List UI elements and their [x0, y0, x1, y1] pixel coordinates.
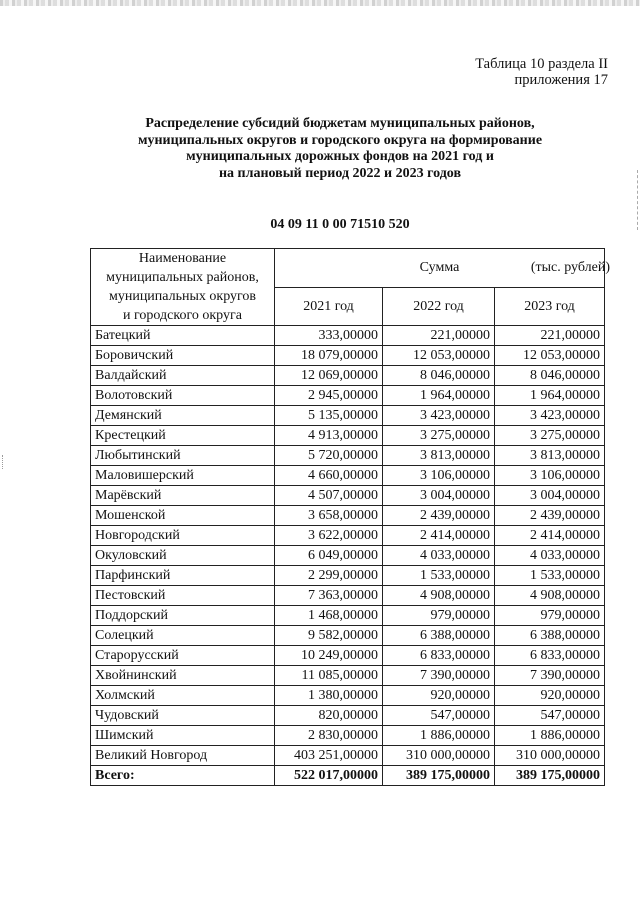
- district-name: Боровичский: [91, 346, 275, 366]
- district-name: Поддорский: [91, 606, 275, 626]
- table-row: [91, 406, 605, 426]
- amount-2022: 1 964,00000: [383, 386, 495, 406]
- name-header-line: муниципальных районов,: [106, 270, 259, 285]
- title-line: Распределение субсидий бюджетам муниципальных районов,: [145, 116, 535, 131]
- district-name: Хвойнинский: [91, 666, 275, 686]
- table-row: [91, 746, 605, 766]
- amount-2022: 8 046,00000: [383, 366, 495, 386]
- amount-2023: 979,00000: [495, 606, 605, 626]
- amount-2021: 6 049,00000: [275, 546, 383, 566]
- amount-2021: 7 363,00000: [275, 586, 383, 606]
- amount-2021: 2 299,00000: [275, 566, 383, 586]
- amount-2022: 3 813,00000: [383, 446, 495, 466]
- document-title: [60, 116, 620, 182]
- scan-edge-artifact: [0, 0, 640, 6]
- amount-2021: 18 079,00000: [275, 346, 383, 366]
- total-amount-2021: 522 017,00000: [275, 766, 383, 786]
- table-row: [91, 686, 605, 706]
- title-line: муниципальных округов и городского округа на формирование: [137, 132, 543, 148]
- title-line: муниципальных дорожных фондов на 2021 год и: [186, 149, 494, 164]
- amount-2022: 221,00000: [383, 326, 495, 346]
- amount-2021: 2 830,00000: [275, 726, 383, 746]
- table-row: [91, 326, 605, 346]
- amount-2023: 1 533,00000: [495, 566, 605, 586]
- table-row: [91, 486, 605, 506]
- amount-2023: 3 423,00000: [495, 406, 605, 426]
- amount-2023: 2 439,00000: [495, 506, 605, 526]
- table-row: [91, 386, 605, 406]
- amount-2021: 1 468,00000: [275, 606, 383, 626]
- amount-2022: 7 390,00000: [383, 666, 495, 686]
- amount-2022: 2 439,00000: [383, 506, 495, 526]
- name-header-line: муниципальных округов: [108, 289, 257, 304]
- district-name: Великий Новгород: [91, 746, 275, 766]
- table-row: [91, 346, 605, 366]
- district-name: Валдайский: [91, 366, 275, 386]
- amount-2023: 12 053,00000: [495, 346, 605, 366]
- amount-2023: 4 908,00000: [495, 586, 605, 606]
- amount-2023: 1 964,00000: [495, 386, 605, 406]
- amount-2023: 310 000,00000: [495, 746, 605, 766]
- amount-2022: 3 106,00000: [383, 466, 495, 486]
- amount-2021: 3 622,00000: [275, 526, 383, 546]
- district-name: Окуловский: [91, 546, 275, 566]
- amount-2023: 547,00000: [495, 706, 605, 726]
- district-name: Крестецкий: [91, 426, 275, 446]
- amount-2022: 4 033,00000: [383, 546, 495, 566]
- amount-2021: 4 660,00000: [275, 466, 383, 486]
- table-reference: [475, 56, 608, 88]
- district-name: Чудовский: [91, 706, 275, 726]
- district-name: Новгородский: [91, 526, 275, 546]
- title-line: на плановый период 2022 и 2023 годов: [218, 165, 462, 181]
- amount-2021: 2 945,00000: [275, 386, 383, 406]
- margin-mark: [2, 455, 5, 469]
- margin-mark-right: [634, 170, 638, 230]
- sum-column-header: Сумма: [275, 249, 605, 288]
- table-row: [91, 506, 605, 526]
- amount-2023: 3 275,00000: [495, 426, 605, 446]
- name-column-header: [91, 249, 275, 326]
- amount-2023: 2 414,00000: [495, 526, 605, 546]
- amount-2021: 403 251,00000: [275, 746, 383, 766]
- budget-code: 04 09 11 0 00 71510 520: [270, 217, 410, 232]
- district-name: Солецкий: [91, 626, 275, 646]
- table-row: [91, 546, 605, 566]
- amount-2022: 3 004,00000: [383, 486, 495, 506]
- amount-2021: 11 085,00000: [275, 666, 383, 686]
- subsidy-table: [90, 248, 605, 786]
- amount-2021: 12 069,00000: [275, 366, 383, 386]
- amount-2023: 3 813,00000: [495, 446, 605, 466]
- amount-2021: 820,00000: [275, 706, 383, 726]
- amount-2023: 3 004,00000: [495, 486, 605, 506]
- total-row: [91, 766, 605, 786]
- district-name: Шимский: [91, 726, 275, 746]
- district-name: Мошенской: [91, 506, 275, 526]
- amount-2022: 2 414,00000: [383, 526, 495, 546]
- amount-2023: 8 046,00000: [495, 366, 605, 386]
- amount-2021: 4 507,00000: [275, 486, 383, 506]
- amount-2021: 10 249,00000: [275, 646, 383, 666]
- amount-2023: 3 106,00000: [495, 466, 605, 486]
- amount-2023: 7 390,00000: [495, 666, 605, 686]
- table-row: [91, 726, 605, 746]
- district-name: Парфинский: [91, 566, 275, 586]
- amount-2022: 3 275,00000: [383, 426, 495, 446]
- table-row: [91, 566, 605, 586]
- table-row: [91, 666, 605, 686]
- reference-line-1: Таблица 10 раздела II: [475, 56, 608, 72]
- table-row: [91, 466, 605, 486]
- district-name: Батецкий: [91, 326, 275, 346]
- district-name: Марёвский: [91, 486, 275, 506]
- table-row: [91, 446, 605, 466]
- name-header-line: Наименование: [138, 251, 227, 266]
- year-header-2021: 2021 год: [275, 287, 383, 326]
- amount-2021: 9 582,00000: [275, 626, 383, 646]
- district-name: Демянский: [91, 406, 275, 426]
- amount-2023: 6 388,00000: [495, 626, 605, 646]
- amount-2022: 6 388,00000: [383, 626, 495, 646]
- amount-2022: 1 533,00000: [383, 566, 495, 586]
- district-name: Маловишерский: [91, 466, 275, 486]
- amount-2022: 3 423,00000: [383, 406, 495, 426]
- amount-2021: 333,00000: [275, 326, 383, 346]
- total-amount-2023: 389 175,00000: [495, 766, 605, 786]
- amount-2021: 5 720,00000: [275, 446, 383, 466]
- district-name: Любытинский: [91, 446, 275, 466]
- total-label: Всего:: [91, 766, 275, 786]
- table-row: [91, 606, 605, 626]
- year-header-2022: 2022 год: [383, 287, 495, 326]
- district-name: Пестовский: [91, 586, 275, 606]
- amount-2023: 1 886,00000: [495, 726, 605, 746]
- table-row: [91, 706, 605, 726]
- table-row: [91, 646, 605, 666]
- amount-2021: 3 658,00000: [275, 506, 383, 526]
- table-body: [91, 326, 605, 786]
- amount-2022: 12 053,00000: [383, 346, 495, 366]
- district-name: Холмский: [91, 686, 275, 706]
- amount-2021: 4 913,00000: [275, 426, 383, 446]
- amount-2022: 1 886,00000: [383, 726, 495, 746]
- district-name: Волотовский: [91, 386, 275, 406]
- amount-2022: 310 000,00000: [383, 746, 495, 766]
- total-amount-2022: 389 175,00000: [383, 766, 495, 786]
- district-name: Старорусский: [91, 646, 275, 666]
- amount-2022: 547,00000: [383, 706, 495, 726]
- reference-line-2: приложения 17: [514, 72, 608, 88]
- table-row: [91, 366, 605, 386]
- amount-2023: 221,00000: [495, 326, 605, 346]
- amount-2021: 5 135,00000: [275, 406, 383, 426]
- year-header-2023: 2023 год: [495, 287, 605, 326]
- name-header-line: и городского округа: [123, 308, 242, 323]
- table-row: [91, 426, 605, 446]
- amount-2022: 4 908,00000: [383, 586, 495, 606]
- amount-2022: 920,00000: [383, 686, 495, 706]
- amount-2022: 979,00000: [383, 606, 495, 626]
- table-row: [91, 626, 605, 646]
- units-label: (тыс. рублей): [530, 260, 610, 275]
- amount-2023: 4 033,00000: [495, 546, 605, 566]
- table-row: [91, 586, 605, 606]
- amount-2023: 6 833,00000: [495, 646, 605, 666]
- amount-2023: 920,00000: [495, 686, 605, 706]
- amount-2022: 6 833,00000: [383, 646, 495, 666]
- amount-2021: 1 380,00000: [275, 686, 383, 706]
- table-row: [91, 526, 605, 546]
